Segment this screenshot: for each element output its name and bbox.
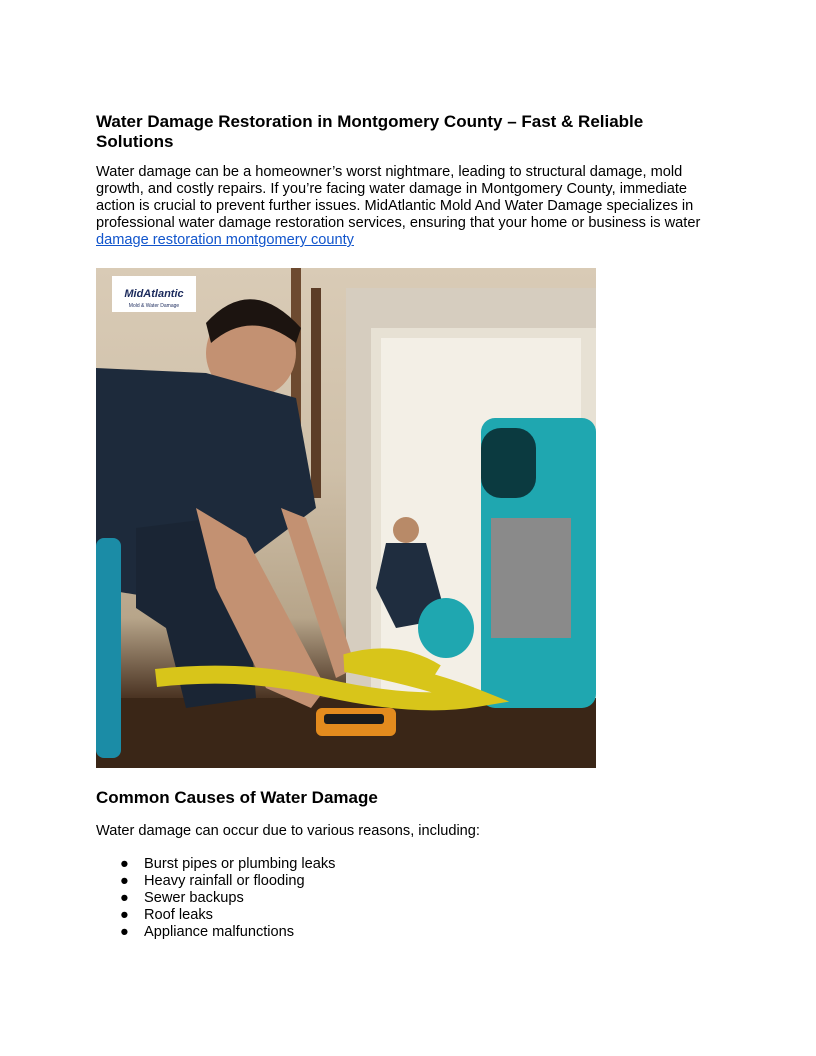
bullet-icon: ● [120, 907, 129, 923]
dehumidifier-grille [481, 428, 536, 498]
restoration-link[interactable]: damage restoration montgomery county [96, 232, 354, 248]
restoration-photo-illustration [96, 268, 596, 768]
air-mover [418, 598, 474, 658]
bullet-icon: ● [120, 873, 129, 889]
document-page [96, 112, 720, 249]
chair-back [311, 288, 321, 498]
page-title: Water Damage Restoration in Montgomery County – Fast & Reliable Solutions [96, 112, 644, 151]
equipment-edge [96, 538, 121, 758]
dehumidifier-panel [491, 518, 571, 638]
bullet-icon: ● [120, 890, 129, 906]
logo-text: MidAtlantic [124, 288, 184, 300]
section-intro: Water damage can occur due to various reasons, including: [96, 823, 480, 839]
intro-text: Water damage can be a homeowner’s worst nightmare, leading to structural damage, mold growth, and costly repairs. If you’re facing water damage in Montgomery County, immediate action is crucial to prevent further issues. MidAtlantic Mold And Water Damage specializes in professional water damage restoration services, ensuring that your home or business is water [96, 164, 701, 231]
worker-head [393, 517, 419, 543]
list-item [120, 907, 335, 924]
restoration-photo [96, 268, 596, 768]
list-item [120, 856, 335, 873]
list-item-text: Burst pipes or plumbing leaks [144, 856, 336, 872]
list-item [120, 924, 335, 941]
section-title: Common Causes of Water Damage [96, 788, 378, 807]
list-item-text: Heavy rainfall or flooding [144, 873, 305, 889]
bullet-icon: ● [120, 856, 129, 872]
intro-paragraph [96, 164, 720, 249]
list-item-text: Appliance malfunctions [144, 924, 295, 940]
list-item [120, 873, 335, 890]
list-item [120, 890, 335, 907]
causes-list [120, 856, 335, 941]
list-item-text: Roof leaks [144, 907, 213, 923]
list-item-text: Sewer backups [144, 890, 244, 906]
bullet-icon: ● [120, 924, 129, 940]
meter-display [324, 714, 384, 724]
logo-subtext: Mold & Water Damage [128, 303, 180, 309]
